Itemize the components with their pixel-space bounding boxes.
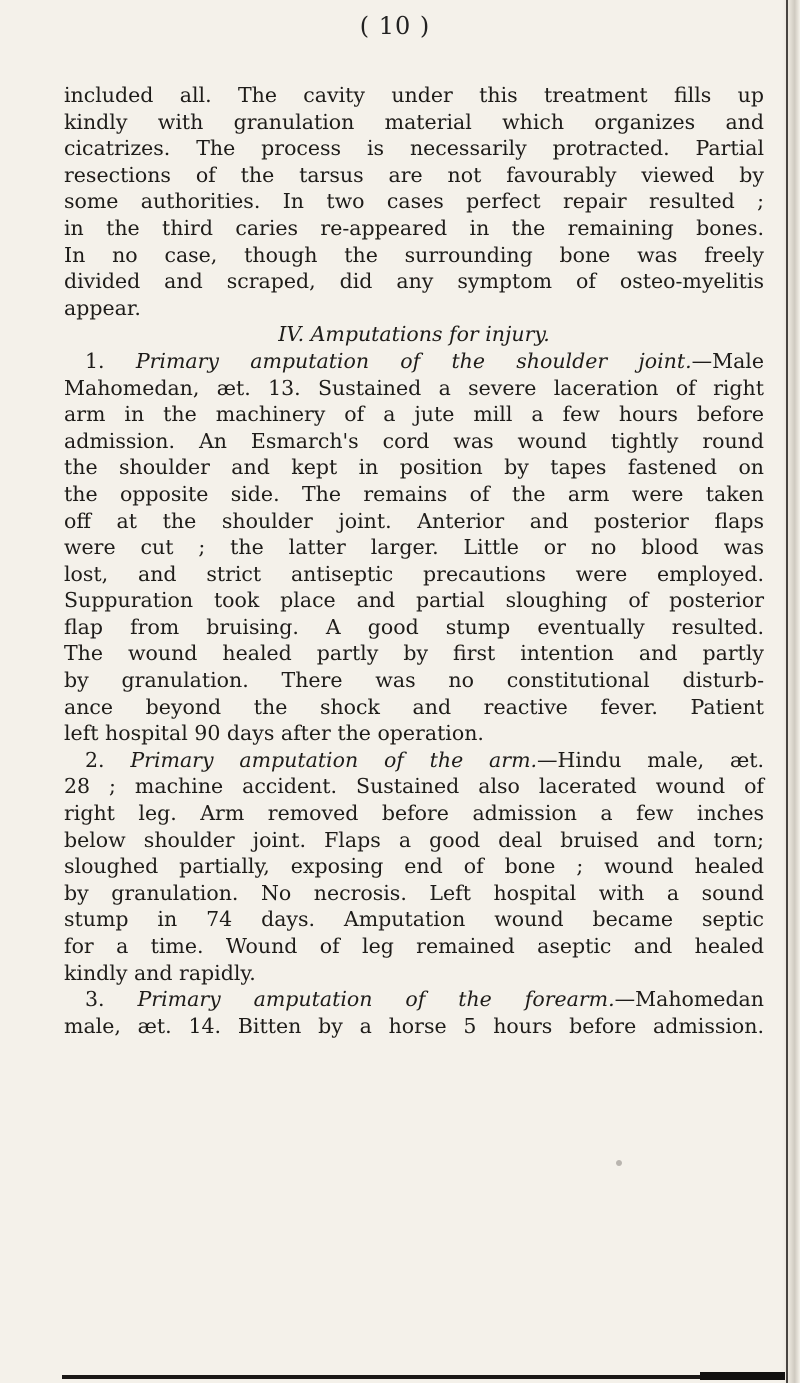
text-line: arm in the machinery of a jute mill a few hours before xyxy=(64,402,764,427)
case-first-line xyxy=(64,348,764,375)
body-text xyxy=(64,82,764,1039)
text-line: right leg. Arm removed before admission a few inches xyxy=(64,801,764,826)
text-line: sloughed partially, exposing end of bone ; wound healed xyxy=(64,854,764,879)
text-line: 28 ; machine accident. Sustained also lacerated wound of xyxy=(64,774,764,799)
text-line: below shoulder joint. Flaps a good deal bruised and torn; xyxy=(64,827,764,852)
text-line: Mahomedan, æt. 13. Sustained a severe laceration of right xyxy=(64,375,764,400)
binding-line xyxy=(786,0,788,1383)
case-text: —Mahomedan xyxy=(614,987,764,1012)
case-number: 2. xyxy=(85,747,105,772)
text-line: divided and scraped, did any symptom of osteo-myelitis xyxy=(64,269,764,294)
text-line: In no case, though the surrounding bone was freely xyxy=(64,242,764,267)
case-number: 3. xyxy=(85,987,105,1012)
bottom-rule-heavy xyxy=(700,1372,785,1380)
page-number: ( 10 ) xyxy=(359,12,431,40)
text-line: kindly and rapidly. xyxy=(64,960,256,985)
text-line: cicatrizes. The process is necessarily protracted. Partial xyxy=(64,136,764,161)
text-line: resections of the tarsus are not favourably viewed by xyxy=(64,162,764,187)
ink-speck xyxy=(616,1160,622,1166)
text-line: The wound healed partly by first intention and partly xyxy=(64,641,764,666)
text-line: ance beyond the shock and reactive fever. Patient xyxy=(64,694,764,719)
text-line: Suppuration took place and partial sloughing of posterior xyxy=(64,588,764,613)
text-line: flap from bruising. A good stump eventually resulted. xyxy=(64,614,764,639)
case-title: Primary amputation of the forearm. xyxy=(137,987,615,1012)
case-first-line xyxy=(64,747,764,774)
text-line: appear. xyxy=(64,295,141,320)
case-title: Primary amputation of the arm. xyxy=(130,747,538,772)
text-line: admission. An Esmarch's cord was wound tightly round xyxy=(64,428,764,453)
text-line: by granulation. There was no constitutional disturb- xyxy=(64,668,764,693)
bottom-rule xyxy=(62,1375,784,1379)
text-line: some authorities. In two cases perfect repair resulted ; xyxy=(64,189,764,214)
case-first-line xyxy=(64,986,764,1013)
text-line: off at the shoulder joint. Anterior and posterior flaps xyxy=(64,508,764,533)
case-text: —Hindu male, æt. xyxy=(537,747,764,772)
text-line: the shoulder and kept in position by tapes fastened on xyxy=(64,455,764,480)
text-line: male, æt. 14. Bitten by a horse 5 hours before admission. xyxy=(64,1013,764,1038)
text-line: in the third caries re-appeared in the remaining bones. xyxy=(64,215,764,240)
text-line: by granulation. No necrosis. Left hospital with a sound xyxy=(64,880,764,905)
case-title: Primary amputation of the shoulder joint. xyxy=(135,348,692,373)
text-line: the opposite side. The remains of the arm were taken xyxy=(64,481,764,506)
text-line: stump in 74 days. Amputation wound became septic xyxy=(64,907,764,932)
text-line: lost, and strict antiseptic precautions were employed. xyxy=(64,561,764,586)
text-line: were cut ; the latter larger. Little or no blood was xyxy=(64,535,764,560)
text-line: left hospital 90 days after the operation. xyxy=(64,721,484,746)
section-heading: IV. Amputations for injury. xyxy=(278,322,550,347)
page-edge xyxy=(782,0,800,1383)
text-line: kindly with granulation material which organizes and xyxy=(64,109,764,134)
case-text: —Male xyxy=(691,348,764,373)
text-line: for a time. Wound of leg remained aseptic and healed xyxy=(64,934,764,958)
case-number: 1. xyxy=(85,348,105,373)
text-line: included all. The cavity under this treatment fills up xyxy=(64,83,764,107)
